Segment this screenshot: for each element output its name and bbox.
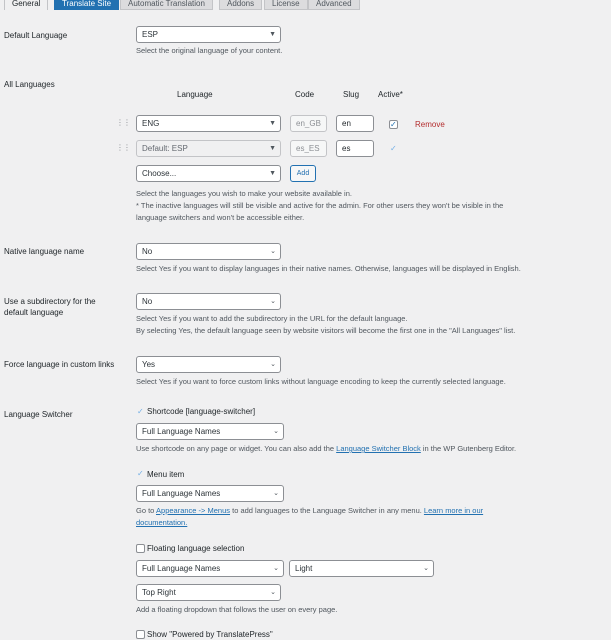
subdirectory-desc2: By selecting Yes, the default language seen by website visitors will become the first one in the "All Languages" list. [136, 326, 516, 335]
tab-license[interactable]: License [264, 0, 308, 10]
header-active: Active* [378, 90, 403, 99]
chevron-down-icon: ⌄ [270, 589, 276, 596]
menu-item-value: Full Language Names [142, 489, 221, 498]
force-language-value: Yes [142, 360, 156, 369]
floating-names-value: Full Language Names [142, 564, 221, 573]
all-languages-desc3: language switchers and won't be accessible either. [136, 213, 305, 222]
add-language-button[interactable]: Add [290, 165, 316, 182]
chevron-down-icon: ▼ [269, 170, 276, 177]
choose-language-value: Choose... [142, 169, 177, 178]
native-name-label: Native language name [4, 247, 85, 256]
choose-language-select[interactable] [136, 165, 281, 182]
force-language-desc: Select Yes if you want to force custom links without language encoding to keep the currently selected language. [136, 377, 506, 386]
default-language-select[interactable] [136, 26, 281, 43]
chevron-down-icon: ▼ [269, 145, 276, 152]
chevron-down-icon: ⌄ [270, 298, 276, 305]
floating-desc: Add a floating dropdown that follows the user on every page. [136, 605, 338, 614]
menu-desc-text: Go to [136, 506, 157, 515]
shortcode-desc-text: Use shortcode on any page or widget. You can also add the [136, 444, 337, 453]
header-language: Language [177, 90, 213, 99]
floating-names-select[interactable] [136, 560, 284, 577]
tab-addons[interactable]: Addons [219, 0, 262, 10]
chevron-down-icon: ⌄ [423, 565, 429, 572]
shortcode-desc-text-end: in the WP Gutenberg Editor. [420, 444, 517, 453]
chevron-down-icon: ▼ [269, 120, 276, 127]
shortcode-label: Shortcode [language-switcher] [147, 407, 256, 416]
floating-theme-select[interactable] [289, 560, 434, 577]
menu-item-checkmark-icon[interactable]: ✓ [137, 469, 144, 478]
language-switcher-label: Language Switcher [4, 410, 73, 419]
menu-item-desc-line2 [136, 517, 187, 530]
chevron-down-icon: ⌄ [273, 490, 279, 497]
chevron-down-icon: ⌄ [270, 361, 276, 368]
default-language-desc: Select the original language of your content. [136, 46, 283, 55]
header-code: Code [295, 90, 315, 99]
drag-handle-icon[interactable]: ⋮⋮ [116, 118, 130, 127]
code-input-row1: en_GB [290, 115, 327, 132]
all-languages-desc1: Select the languages you wish to make your website available in. [136, 189, 352, 198]
language-value-row2: Default: ESP [142, 144, 188, 153]
subdirectory-label-line1: Use a subdirectory for the [4, 297, 96, 306]
checkmark-icon: ✓ [390, 120, 397, 129]
floating-theme-value: Light [295, 564, 313, 573]
powered-by-checkbox[interactable] [136, 630, 145, 639]
documentation-link[interactable]: documentation. [136, 518, 188, 527]
shortcode-value: Full Language Names [142, 427, 221, 436]
menu-desc-text-mid: to add languages to the Language Switcher in any menu. [230, 506, 424, 515]
shortcode-select[interactable] [136, 423, 284, 440]
slug-input-row1[interactable]: en [336, 115, 374, 132]
subdirectory-select[interactable] [136, 293, 281, 310]
force-language-label: Force language in custom links [4, 360, 115, 369]
checkmark-icon: ✓ [390, 144, 397, 153]
native-name-value: No [142, 247, 153, 256]
language-value-row1: ENG [142, 119, 160, 128]
shortcode-desc [136, 443, 516, 456]
code-input-row2: es_ES [290, 140, 327, 157]
default-language-label: Default Language [4, 31, 68, 40]
subdirectory-value: No [142, 297, 153, 306]
menu-item-desc [136, 505, 556, 518]
force-language-select[interactable] [136, 356, 281, 373]
floating-position-value: Top Right [142, 588, 176, 597]
powered-by-label: Show "Powered by TranslatePress" [147, 630, 273, 639]
subdirectory-label-line2: default language [4, 308, 64, 317]
native-name-select[interactable] [136, 243, 281, 260]
chevron-down-icon: ⌄ [273, 565, 279, 572]
language-select-row1[interactable] [136, 115, 281, 132]
menu-item-label: Menu item [147, 470, 185, 479]
tab-automatic-translation[interactable]: Automatic Translation [120, 0, 213, 10]
all-languages-desc2: * The inactive languages will still be visible and active for the admin. For other users they won't be visible in the [136, 201, 504, 210]
learn-more-link[interactable]: Learn more in our [423, 506, 484, 515]
menu-item-select[interactable] [136, 485, 284, 502]
header-slug: Slug [343, 90, 360, 99]
tab-translate-site[interactable]: Translate Site [54, 0, 119, 10]
shortcode-checkmark-icon[interactable]: ✓ [137, 407, 144, 416]
remove-link[interactable]: Remove [415, 120, 445, 129]
tab-general[interactable]: General [4, 0, 48, 10]
default-language-value: ESP [142, 30, 159, 39]
tab-advanced[interactable]: Advanced [308, 0, 360, 10]
appearance-menus-link[interactable]: Appearance -> Menus [156, 506, 231, 515]
subdirectory-desc1: Select Yes if you want to add the subdirectory in the URL for the default language. [136, 314, 408, 323]
native-name-desc: Select Yes if you want to display languages in their native names. Otherwise, languages will be displayed in English. [136, 264, 521, 273]
language-switcher-block-link[interactable]: Language Switcher Block [336, 444, 421, 453]
floating-position-select[interactable] [136, 584, 281, 601]
chevron-down-icon: ⌄ [270, 248, 276, 255]
chevron-down-icon: ▼ [269, 31, 276, 38]
all-languages-label: All Languages [4, 80, 55, 89]
slug-input-row2[interactable]: es [336, 140, 374, 157]
floating-checkbox[interactable] [136, 544, 145, 553]
language-select-row2 [136, 140, 281, 157]
drag-handle-icon[interactable]: ⋮⋮ [116, 143, 130, 152]
floating-label: Floating language selection [147, 544, 245, 553]
chevron-down-icon: ⌄ [273, 428, 279, 435]
